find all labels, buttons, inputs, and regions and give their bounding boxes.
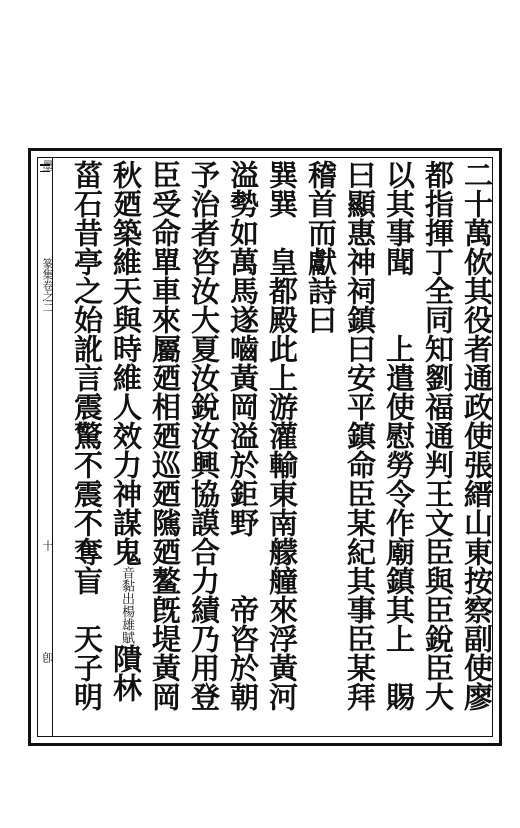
text-column-5: 稽首而獻詩曰 <box>304 160 338 334</box>
text-column-11: 菑石昔亭之始訛言震驚不震不奪盲 天子明 <box>70 160 104 711</box>
text-column-8: 予治者咨汝大夏汝銳汝興協謨合力績乃用登 <box>187 160 221 711</box>
text-column-10 <box>109 160 143 734</box>
text-column-7: 溢勢如萬馬遂嚙黃岡溢於鉅野 帝咨於朝 <box>226 160 260 711</box>
banxin-volume-label: 篆集卷之二 <box>41 258 54 313</box>
interlinear-note: 音黏出楊雄賦 <box>119 566 134 644</box>
center-margin-strip <box>37 157 53 737</box>
banxin-title: 墨 <box>41 160 54 171</box>
text-column-9: 臣受命單車來屬廼相廼巡廼隲廼鳌旣堤黃岡 <box>148 160 182 711</box>
text-column-1: 二十萬佽其役者通政使張縉山東按察副使廖 <box>460 160 494 711</box>
text-column-6: 巽巽 皇都殿此上游灌輸東南艨艟來浮黃河 <box>265 160 299 711</box>
text-column-4: 曰顯惠神祠鎮曰安平鎮命臣某紀其事臣某拜 <box>343 160 377 711</box>
text-column-10-main: 秋廼築維天與時維人效力神謀鬼 <box>109 160 143 566</box>
text-column-10-tail: 隤林 <box>109 644 143 702</box>
text-column-3: 以其事聞 上遣使慰勞令作廟鎮其上 賜 <box>382 160 416 711</box>
banxin-bottom-mark: 卽 <box>41 652 54 663</box>
text-column-2: 都指揮丁全同知劉福通判王文臣與臣銳臣大 <box>421 160 455 711</box>
banxin-page-number: 十 <box>41 540 54 551</box>
